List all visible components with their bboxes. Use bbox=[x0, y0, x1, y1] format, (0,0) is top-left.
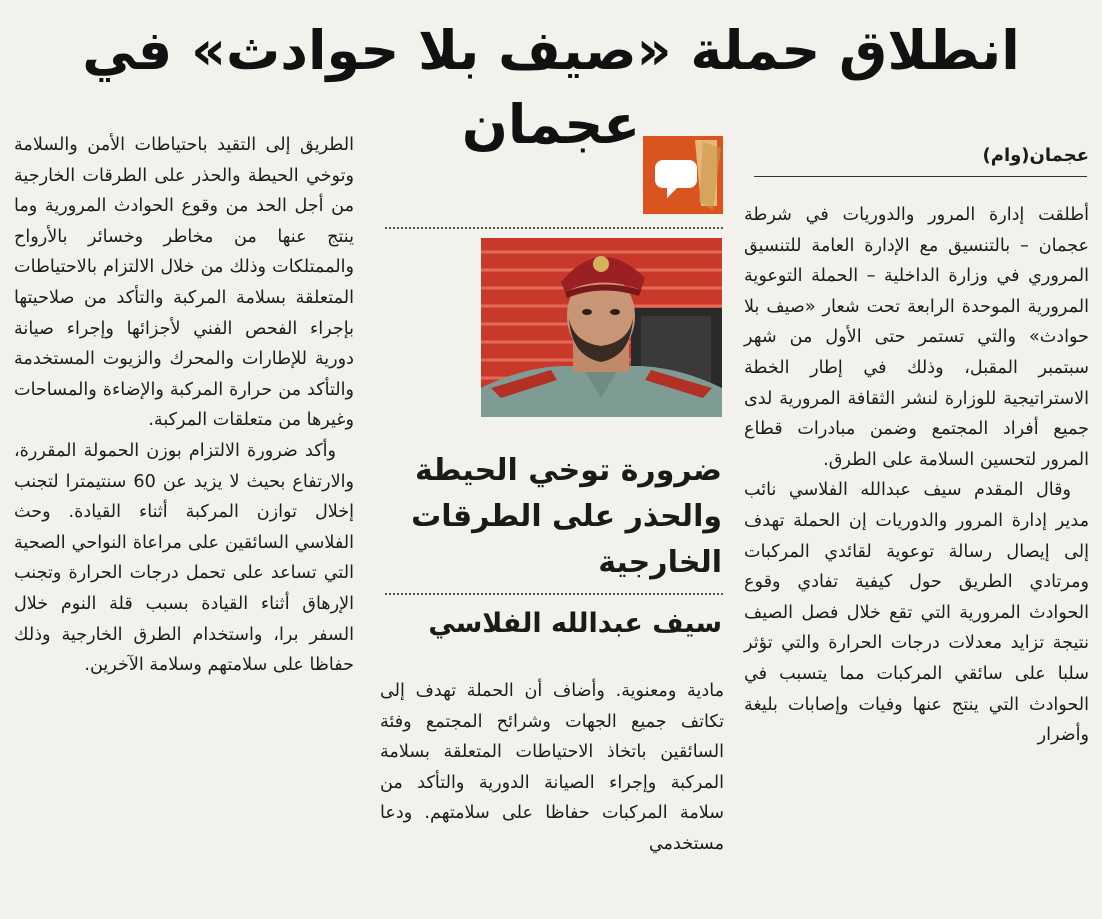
headline: انطلاق حملة «صيف بلا حوادث» في عجمان bbox=[82, 19, 1020, 156]
paragraph: وقال المقدم سيف عبدالله الفلاسي نائب مدير إدارة المرور والدوريات إن الحملة تهدف إلى إيصال رسالة توعوية لقائدي المركبات ومرتادي الطريق حول كيفية تفادي وقوع الحوادث المرورية التي تقع خلال فصل الصيف نتيجة تزايد معدلات درجات الحرارة والتي تؤثر سلبا على سائقي المركبات مما يتسبب في الحوادث التي ينتج عنها وفيات وإصابات بليغة وأضرار bbox=[744, 480, 1089, 746]
section-divider bbox=[385, 593, 723, 595]
article-column-left bbox=[14, 130, 354, 681]
paragraph: أطلقت إدارة المرور والدوريات في شرطة عجمان – بالتنسيق مع الإدارة العامة للتنسيق المروري في وزارة الداخلية – الحملة التوعوية المرورية الموحدة الرابعة تحت شعار «صيف بلا حوادث» والتي تستمر حتى الأول من شهر سبتمبر المقبل، وذلك في إطار الخطة الاستراتيجية للوزارة لنشر الثقافة المرورية لدى جميع أفراد المجتمع وضمن مبادرات قطاع المرور لتحسين السلامة على الطرق. bbox=[744, 205, 1089, 470]
portrait-photo bbox=[481, 238, 722, 417]
section-divider bbox=[385, 227, 723, 229]
speech-bubble-logo-icon bbox=[643, 136, 723, 214]
dateline-divider bbox=[754, 176, 1087, 177]
article-column-middle bbox=[380, 676, 724, 860]
dateline: عجمان(وام) bbox=[982, 145, 1089, 166]
pull-quote: ضرورة توخي الحيطة والحذر على الطرقات الخارجية bbox=[411, 453, 722, 580]
article-column-right bbox=[744, 200, 1089, 751]
paragraph: وأكد ضرورة الالتزام بوزن الحمولة المقررة، والارتفاع بحيث لا يزيد عن 60 سنتيمترا لتجنب إخلال توازن المركبة أثناء القيادة. وحث الفلاسي السائقين على مراعاة النواحي الصحية التي تساعد على تحمل درجات الحرارة وتجنب الإرهاق أثناء القيادة بسبب قلة النوم خلال السفر برا، واستخدام الطرق الخارجية وذلك حفاظا على سلامتهم وسلامة الآخرين. bbox=[14, 440, 354, 676]
byline: سيف عبدالله الفلاسي bbox=[428, 608, 722, 639]
paragraph: مادية ومعنوية. وأضاف أن الحملة تهدف إلى تكاتف جميع الجهات وشرائح المجتمع وفئة السائقين باتخاذ الاحتياطات المتعلقة بسلامة المركبة وإجراء الصيانة الدورية والتأكد من سلامة المركبات حفاظا على سلامتهم. ودعا مستخدمي bbox=[380, 681, 724, 854]
paragraph: الطريق إلى التقيد باحتياطات الأمن والسلامة وتوخي الحيطة والحذر على الطرقات الخارجية من أجل الحد من وقوع الحوادث المرورية وما ينتج عنها من مخاطر وخسائر بالأرواح والممتلكات وذلك من خلال الالتزام بالاحتياطات المتعلقة بسلامة المركبة والتأكد من صلاحيتها بإجراء الفحص الفني لأجزائها وإجراء صيانة دورية للإطارات والمحرك والزيوت المستخدمة والتأكد من حرارة المركبة والإضاءة والمساحات وغيرها من متعلقات المركبة. bbox=[14, 135, 354, 431]
